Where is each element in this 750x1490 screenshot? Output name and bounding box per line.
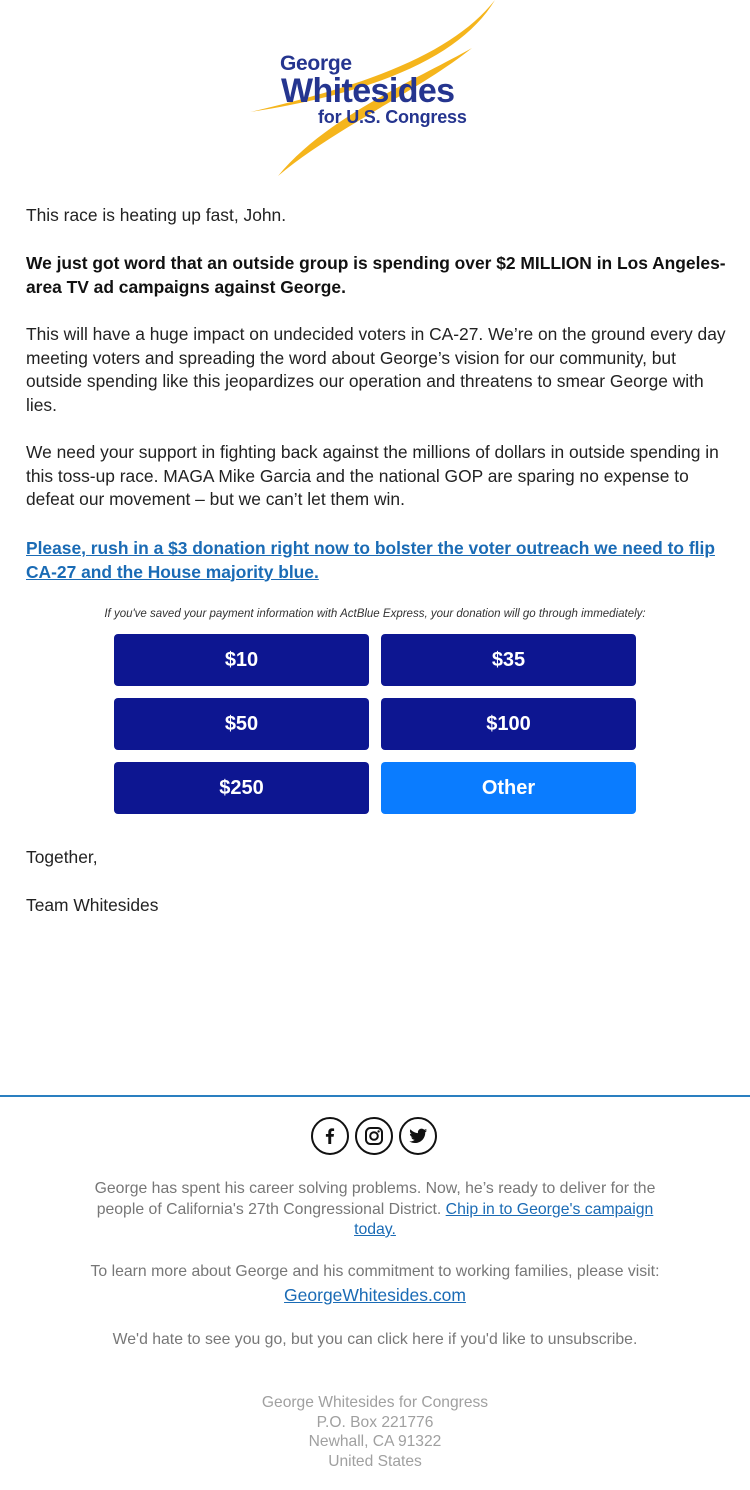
chip-in-link[interactable]: Chip in to George's campaign today. [354, 1200, 654, 1238]
footer-divider [0, 1095, 750, 1097]
body-paragraph-2: We need your support in fighting back against the millions of dollars in outside spending in this toss-up race. MAGA Mike Garcia and the national GOP are sparing no expense to defeat our movement – but we can’t let them win. [26, 442, 719, 509]
footer-about [75, 1179, 675, 1241]
donate-cta-link[interactable]: Please, rush in a $3 donation right now to bolster the voter outreach we need to flip CA-27 and the House majority blue. [26, 538, 715, 582]
logo-last-name: Whitesides [281, 72, 455, 110]
actblue-express-note: If you've saved your payment information with ActBlue Express, your donation will go through immediately: [104, 608, 646, 620]
headline-text: We just got word that an outside group is spending over $2 MILLION in Los Angeles-area TV ad campaigns against George. [26, 253, 726, 297]
donate-other-button[interactable]: Other [381, 762, 636, 814]
facebook-icon [320, 1126, 340, 1146]
address-line: Newhall, CA 91322 [308, 1433, 442, 1450]
donate-50-button[interactable]: $50 [114, 698, 369, 750]
footer-learn-more [75, 1262, 675, 1307]
body-paragraph-1: This will have a huge impact on undecided voters in CA-27. We’re on the ground every day meeting voters and spreading the word about George’s vision for our community, but outside spending like this jeopardizes our operation and threatens to smear George with lies. [26, 324, 726, 415]
donate-35-button[interactable]: $35 [381, 634, 636, 686]
website-link[interactable]: GeorgeWhitesides.com [284, 1284, 466, 1305]
address-line: P.O. Box 221776 [316, 1413, 434, 1431]
footer-learn-text: To learn more about George and his commitment to working families, please visit: [90, 1263, 660, 1280]
address-line: George Whitesides for Congress [261, 1394, 489, 1411]
logo-tagline: for U.S. Congress [318, 107, 467, 127]
greeting-text: This race is heating up fast, John. [26, 205, 287, 225]
footer-about-text: George has spent his career solving problems. Now, he’s ready to deliver for the people of California's 27th Congressional District. [94, 1180, 656, 1218]
signature-text: Team Whitesides [26, 895, 159, 915]
mailing-address [0, 1393, 750, 1471]
instagram-icon [363, 1125, 385, 1147]
cta-paragraph [26, 537, 726, 584]
donate-100-button[interactable]: $100 [381, 698, 636, 750]
facebook-link[interactable] [311, 1117, 349, 1155]
unsubscribe-link[interactable]: We'd hate to see you go, but you can click here if you'd like to unsubscribe. [112, 1331, 638, 1348]
signoff-text: Together, [26, 847, 98, 867]
twitter-link[interactable] [399, 1117, 437, 1155]
logo-first-name: George [280, 52, 352, 75]
instagram-link[interactable] [355, 1117, 393, 1155]
campaign-logo [240, 0, 510, 180]
address-line: United States [328, 1452, 422, 1470]
donate-250-button[interactable]: $250 [114, 762, 369, 814]
donate-10-button[interactable]: $10 [114, 634, 369, 686]
twitter-icon [407, 1125, 429, 1147]
